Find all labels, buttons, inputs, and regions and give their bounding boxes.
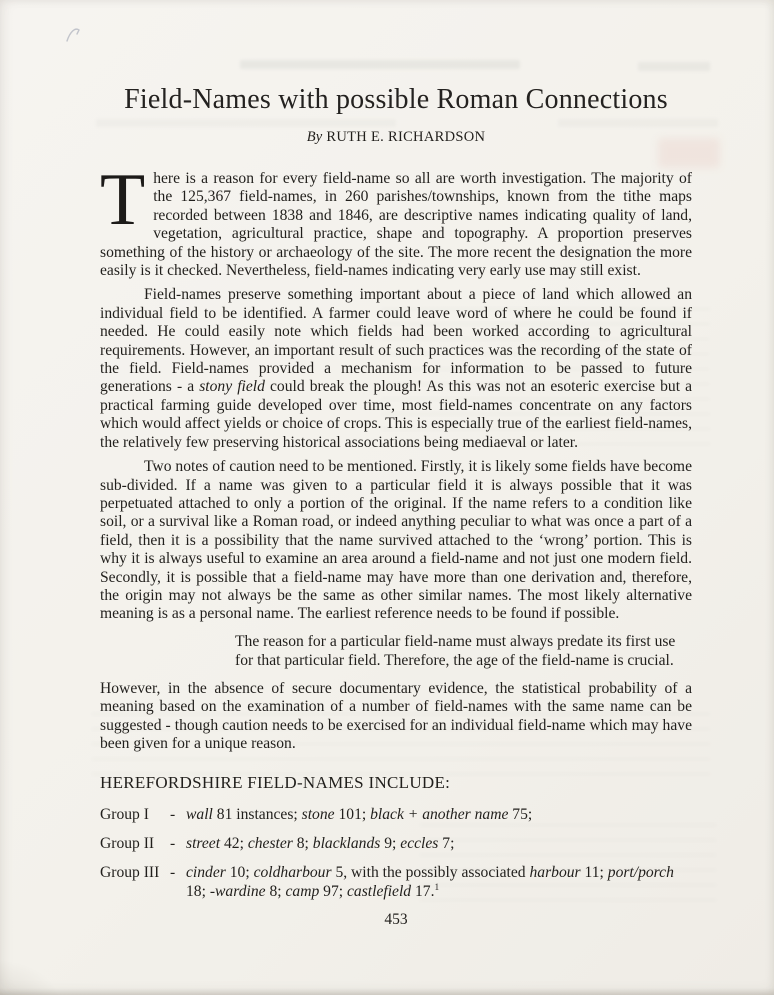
byline: [100, 129, 692, 146]
text-run: 9;: [380, 835, 401, 853]
italic-term: harbour: [529, 864, 581, 882]
text-run: 8;: [292, 835, 313, 853]
italic-term: stony field: [199, 378, 265, 396]
text-run: 101;: [334, 806, 371, 824]
text-run: 17.: [411, 883, 435, 901]
group-row: [100, 863, 692, 901]
italic-term: eccles: [400, 835, 439, 853]
text-run: 18;: [186, 883, 210, 901]
italic-term: chester: [247, 835, 293, 853]
italic-term: black + another name: [370, 806, 509, 824]
italic-term: port/porch: [607, 864, 674, 882]
group-dash: -: [170, 835, 176, 853]
text-run: 75;: [508, 806, 533, 824]
text-run: could break the plough! As this was not an esoteric exercise but a practical farming guide developed over time, most field-names concentrate on any factors which would affect yields or choice of crops. This is especially true of the earliest field-names, the relatively few preserving historical associations being mediaeval or later.: [100, 378, 693, 451]
bleedthrough-smudge: [240, 60, 520, 69]
paragraph-preserve: [100, 286, 692, 452]
block-quote: [235, 632, 692, 671]
group-row: [100, 805, 692, 824]
block-quote-line: The reason for a particular field-name must always predate its first use: [235, 632, 676, 650]
group-label: Group III: [100, 864, 160, 882]
italic-term: street: [186, 835, 221, 853]
footnote-marker: 1: [434, 883, 440, 894]
italic-term: castlefield: [347, 883, 412, 901]
section-heading: HEREFORDSHIRE FIELD-NAMES INCLUDE:: [100, 773, 451, 793]
group-label: Group I: [100, 806, 149, 824]
text-run: Field-names preserve something important about a piece of land which allowed an individual field to be identified. A farmer could leave word of where he could be found if needed. He could easily note which fields had been worked according to agricultural requirements. However, an important result of such practices was the recording of the state of the field. Field-names provided a mechanism for information to be passed to future generations - a: [100, 286, 692, 396]
page-number: 453: [384, 911, 408, 929]
text-run: 81 instances;: [212, 806, 302, 824]
group-content: [186, 834, 692, 853]
byline-prefix: By: [306, 129, 323, 145]
group-dash: -: [170, 806, 176, 824]
group-row: [100, 834, 692, 853]
drop-cap: T: [100, 159, 146, 241]
text-run: 42;: [220, 835, 248, 853]
italic-term: camp: [285, 883, 320, 901]
italic-term: stone: [301, 806, 335, 824]
text-run: 8;: [265, 883, 286, 901]
paragraph-intro-text: here is a reason for every field-name so all are worth investigation. The majority of the 125,367 field-names, in 260 parishes/townships, known from the tithe maps recorded between 1838 and 1846, are descriptive names indicating quality of land, vegetation, agricultural practice, shape and topography. A proportion preserves something of the history or archaeology of the site. The more recent the designation the more easily is it checked. Nevertheless, field-names indicating very early use may still exist.: [100, 170, 692, 280]
paper-corner-shadow: [0, 959, 62, 995]
text-run: 11;: [580, 864, 608, 882]
italic-term: cinder: [186, 864, 226, 882]
group-label: Group II: [100, 835, 155, 853]
page-title: Field-Names with possible Roman Connections: [124, 84, 668, 115]
text-run: 5, with the possibly associated: [331, 864, 530, 882]
bleedthrough-smudge: [638, 62, 710, 71]
group-dash: -: [170, 864, 176, 882]
italic-term: wall: [186, 806, 213, 824]
group-list: [100, 805, 692, 901]
group-content: [186, 805, 692, 824]
paragraph-however: However, in the absence of secure documentary evidence, the statistical probability of a meaning based on the examination of a number of field-names with the same name can be suggested - though caution needs to be exercised for an individual field-name which may have been given for a unique reason.: [100, 679, 692, 752]
block-quote-line: for that particular field. Therefore, the age of the field-name is crucial.: [235, 652, 674, 670]
text-run: 10;: [225, 864, 254, 882]
article-content: [100, 84, 692, 929]
italic-term: coldharbour: [253, 864, 332, 882]
italic-term: blacklands: [312, 835, 381, 853]
paragraph-caution: Two notes of caution need to be mentioned. Firstly, it is likely some fields have become sub-divided. If a name was given to a particular field it is always possible that it was perpetuated attached to only a portion of the original. If the name refers to a condition like soil, or a survival like a Roman road, or indeed anything peculiar to what was once a part of a field, then it is a possibility that the name survived attached to the ‘wrong’ portion. This is why it is always useful to examine an area around a field-name and not just one modern field. Secondly, it is possible that a field-name may have more than one derivation and, therefore, the origin may not always be the same as other similar names. The most likely alternative meaning is as a personal name. The earliest reference needs to be found if possible.: [100, 458, 692, 623]
italic-term: -wardine: [209, 883, 266, 901]
group-content: [186, 863, 692, 901]
pencil-mark: [62, 22, 92, 48]
paper-bottom-edge: [0, 988, 774, 995]
byline-name: RUTH E. RICHARDSON: [326, 129, 486, 145]
text-run: 97;: [319, 883, 348, 901]
text-run: 7;: [438, 835, 455, 853]
paragraph-intro: [100, 159, 692, 280]
